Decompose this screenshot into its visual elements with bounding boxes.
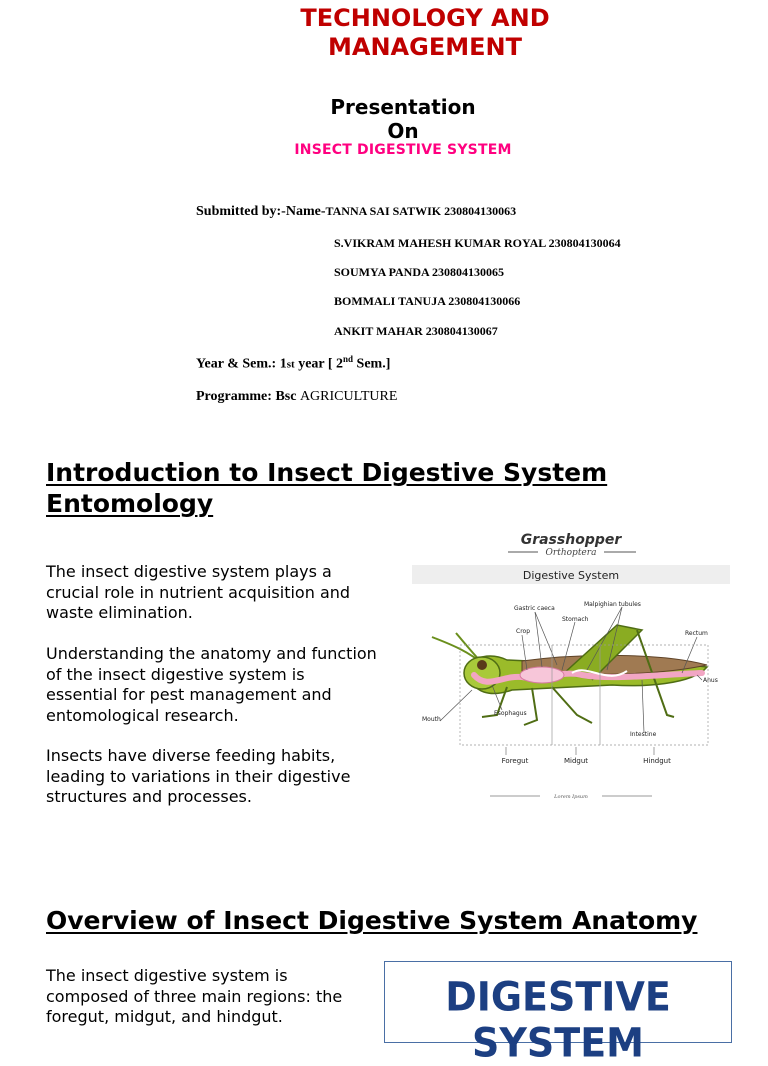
year-number: 1 (279, 356, 287, 372)
programme-bsc: Bsc (275, 389, 300, 404)
label-stomach: Stomach (562, 616, 589, 623)
section1-heading-line1: Introduction to Insect Digestive System (46, 458, 608, 487)
section1-heading-line2: Entomology (46, 489, 214, 518)
diagram-signature: Lorem Ipsum (554, 794, 588, 800)
submitted-by-label: Submitted by:-Name- (196, 204, 326, 219)
label-anus: Anus (703, 677, 718, 684)
programme-value: AGRICULTURE (299, 389, 398, 404)
submitted-by (196, 204, 516, 220)
label-crop: Crop (516, 628, 531, 635)
on-label: On (387, 119, 419, 143)
member-3: SOUMYA PANDA 230804130065 (334, 265, 505, 279)
section2-paragraph: The insect digestive system is composed of three main regions: the foregut, midgut, and hindgut. (46, 966, 343, 1026)
label-intestine: Intestine (630, 731, 657, 738)
sem-suffix: nd (343, 354, 354, 364)
presentation-label: Presentation (330, 95, 476, 119)
member-1: TANNA SAI SATWIK 230804130063 (325, 204, 517, 218)
diagram-title: Grasshopper (520, 532, 622, 548)
label-foregut: Foregut (501, 757, 529, 765)
label-gastric-caeca: Gastric caeca (514, 605, 555, 612)
section1-heading (46, 457, 607, 519)
sem-text: year [ 2 (294, 356, 344, 372)
label-rectum: Rectum (685, 630, 708, 637)
grasshopper-diagram (412, 525, 730, 805)
label-hindgut: Hindgut (643, 757, 671, 765)
programme-label: Programme: (196, 389, 276, 404)
label-malpighian: Malpighian tubules (584, 601, 641, 608)
section2-heading: Overview of Insect Digestive System Anatomy (46, 906, 698, 935)
digestive-system-banner (384, 961, 732, 1066)
diagram-subtitle: Orthoptera (545, 548, 597, 558)
intro-paragraph-2: Understanding the anatomy and function of the insect digestive system is essential for pest management and entomological research. (46, 644, 377, 725)
member-2: S.VIKRAM MAHESH KUMAR ROYAL 230804130064 (334, 236, 621, 250)
label-midgut: Midgut (563, 757, 589, 765)
sem-end: Sem.] (353, 356, 391, 372)
title-line-2: MANAGEMENT (328, 33, 522, 61)
label-esophagus: Esophagus (494, 710, 527, 717)
year-sem (196, 354, 390, 373)
subject-title: INSECT DIGESTIVE SYSTEM (294, 142, 512, 158)
diagram-banner: Digestive System (522, 569, 620, 582)
label-mouth: Mouth (422, 716, 441, 723)
member-5: ANKIT MAHAR 230804130067 (334, 324, 498, 338)
intro-paragraph-3: Insects have diverse feeding habits, leading to variations in their digestive structures and processes. (46, 746, 351, 806)
year-label: Year & Sem.: (196, 356, 280, 372)
presentation-heading (0, 95, 768, 143)
member-4: BOMMALI TANUJA 230804130066 (334, 294, 521, 308)
title (0, 4, 768, 62)
title-line-1: TECHNOLOGY AND (300, 4, 550, 32)
digestive-system-banner-text: DIGESTIVE SYSTEM (445, 973, 671, 1066)
programme (196, 389, 397, 405)
year-suffix: st (286, 358, 295, 371)
intro-paragraph-1: The insect digestive system plays a crucial role in nutrient acquisition and waste elimination. (46, 562, 351, 622)
